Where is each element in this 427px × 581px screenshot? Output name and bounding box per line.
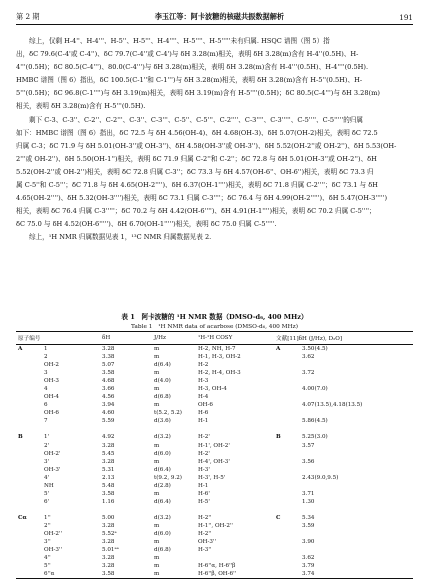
shift-cell: 3.28 (102, 346, 115, 352)
paragraph-line: 综上，¹H NMR 归属数据见表 1，¹³C NMR 归属数据见表 2. (29, 233, 212, 242)
cosy-cell: H-3 (198, 378, 209, 385)
group-cell (16, 570, 42, 579)
ref-group-cell (274, 546, 300, 554)
group-cell (16, 393, 42, 401)
group-cell (16, 425, 42, 433)
ref-value-cell (300, 393, 413, 401)
shift-cell: 3.66 (102, 386, 115, 393)
ref-group-cell (274, 554, 300, 562)
coupling-cell: m (154, 442, 160, 449)
shift-cell: 5.52ᵃ (102, 530, 117, 537)
group-cell: B (18, 434, 23, 441)
group-cell (16, 522, 42, 530)
shift-cell: 3.28 (102, 458, 115, 465)
cosy-cell: H-3' (198, 466, 210, 473)
shift-cell: 3.28 (102, 539, 115, 546)
col-header-coupling: J/Hz (154, 335, 166, 341)
ref-group-cell (274, 353, 300, 361)
ref-group-cell (274, 369, 300, 377)
coupling-cell: d(6.4) (154, 498, 171, 505)
ref-group-cell (274, 498, 300, 506)
table-row (16, 433, 413, 441)
group-cell: A (18, 346, 23, 352)
group-cell (16, 482, 42, 490)
paragraph-line: δC 75.0 与 δH 4.52(OH-6''''')、δH 6.70(OH-1''''')相关，表明 δC 75.0 归属 C-5'''''. (16, 220, 277, 229)
group-cell (16, 546, 42, 554)
paragraph-line: 剩下 C-3、C-3''、C-2''、C-2'''、C-3''、C-3'''、C-5''、C-5'''、C-2''''、C-3''''、C-3'''''、C-5''''、C-5'''''的归属 (29, 115, 363, 124)
cosy-cell: OH-6 (198, 402, 213, 409)
ref-group-cell (274, 401, 300, 409)
paragraph-line: 相关，表明 δC 76.4 归属 C-3'''''；δC 70.2 与 δH 4.42(OH-6'''')、δH 4.91(H-1'''')相关，表明 δC 70.2 归属 C-5''''； (16, 207, 376, 216)
ref-value-cell (300, 377, 413, 385)
cosy-cell: H-3, OH-4 (198, 386, 227, 393)
cosy-cell: H-1', OH-2' (198, 442, 230, 449)
shift-cell: 5.00 (102, 514, 115, 521)
ref-value-cell (300, 450, 413, 458)
atom-cell: 2'' (44, 522, 51, 529)
atom-cell: 2' (44, 442, 50, 449)
article-running-title: 李玉江等：阿卡波糖的核磁共振数据解析 (154, 12, 285, 21)
col-header-atom: 原子编号 (18, 336, 41, 342)
group-cell (16, 562, 42, 570)
ref-value-cell: 4.00(7.0) (302, 386, 328, 393)
cosy-cell: H-6''α, H-6''β (198, 563, 236, 570)
coupling-cell: m (154, 490, 160, 497)
atom-cell: NH (44, 482, 54, 489)
table-header-row (16, 332, 413, 345)
cosy-cell: H-4 (198, 394, 209, 401)
atom-cell: 4' (44, 474, 50, 481)
group-cell (16, 554, 42, 562)
table-caption-cn: 表 1 阿卡波糖的 ¹H NMR 数据（DMSO-d₆, 400 MHz） (121, 313, 308, 321)
atom-cell: 7 (44, 418, 48, 425)
ref-value-cell (300, 409, 413, 417)
ref-group-cell (274, 522, 300, 530)
ref-value-cell: 3.59 (302, 522, 315, 529)
coupling-cell: m (154, 370, 160, 377)
ref-value-cell (300, 482, 413, 490)
ref-value-cell: 3.62 (302, 555, 315, 562)
nmr-data-table (16, 331, 413, 579)
paragraph-line: 5.52(OH-2''或 OH-2'')相关，表明 δC 72.8 归属 C-3''；δC 73.3 与 δH 4.57(OH-6''、OH-6'')相关，表明 δC 73.3 归 (16, 167, 374, 176)
table-row (16, 498, 413, 506)
table-row (16, 353, 413, 361)
shift-cell: 1.16 (102, 498, 115, 505)
cosy-cell: H-2'' (198, 514, 212, 521)
ref-group-cell (274, 393, 300, 401)
ref-value-cell (300, 506, 413, 514)
issue-number: 第 2 期 (16, 12, 40, 21)
coupling-cell: d(3.2) (154, 434, 171, 441)
ref-value-cell: 3.50(4.5) (302, 346, 328, 352)
paragraph-line: 2'''或 OH-2'')、δH 5.50(OH-1'')相关，表明 δC 71.9 归属 C-2''和 C-2''；δC 72.8 与 δH 5.01(OH-3''或 OH-2'')、δH (16, 154, 377, 163)
group-cell (16, 474, 42, 482)
coupling-cell: d(6.0) (154, 450, 171, 457)
paragraph-line: 归属 C-3；δC 71.9 与 δH 5.01(OH-3''或 OH-3'')、δH 4.58(OH-3''或 OH-3'')、δH 5.52(OH-2''或 OH-2'')、δH 5.53(OH- (16, 141, 397, 150)
coupling-cell: d(3.2) (154, 514, 171, 521)
table-row (16, 562, 413, 570)
ref-value-cell: 3.72 (302, 370, 315, 377)
shift-cell: 3.58 (102, 571, 115, 578)
shift-cell: 3.58 (102, 490, 115, 497)
table-row (16, 369, 413, 377)
group-cell (16, 401, 42, 409)
ref-group-cell: C (276, 514, 281, 521)
running-header (16, 10, 413, 22)
ref-value-cell: 1.30 (302, 498, 315, 505)
table-row (16, 377, 413, 385)
atom-cell: 4 (44, 386, 48, 393)
table-row (16, 570, 413, 579)
cosy-cell: H-2, H-4, OH-3 (198, 370, 241, 377)
shift-cell: 4.56 (102, 394, 115, 401)
group-cell (16, 530, 42, 538)
paragraph-line: 4'''(0.5H)；δC 80.5(C-4''')、80.0(C-4''')与 δH 3.28(m)相关，表明 δH 3.28(m)含有 H-4'''(0.5H)、H-4''''(0.5H). (16, 63, 369, 72)
atom-cell: 2 (44, 354, 48, 361)
shift-cell: 2.13 (102, 474, 115, 481)
table-row (16, 506, 413, 514)
atom-cell: 6' (44, 498, 50, 505)
coupling-cell: m (154, 354, 160, 361)
cosy-cell (196, 506, 274, 514)
cosy-cell: H-2 (198, 362, 209, 369)
cosy-cell: H-2' (198, 434, 210, 441)
group-cell (16, 442, 42, 450)
paragraph-line: 5'''(0.5H)；δC 96.8(C-1'''')与 δH 3.19(m)相关，表明 δH 3.19(m)含有 H-5''''(0.5H)；δC 80.5(C-4''')与 δH 3.28(m) (16, 89, 380, 98)
shift-cell: 3.94 (102, 402, 115, 409)
col-header-reference: 文献[11]δH (J/Hz), D₂O] (276, 336, 343, 342)
paragraph-line: HMBC 谱图（图 6）指出，δC 100.5(C-1''和 C-1''')与 δH 3.28(m)相关，表明 δH 3.28(m)含有 H-5''(0.5H)、H- (16, 76, 363, 85)
atom-cell: OH-2'' (44, 530, 62, 537)
table-row (16, 442, 413, 450)
atom-cell: 1'' (44, 514, 51, 521)
body-text (16, 35, 413, 245)
atom-cell: OH-3'' (44, 547, 62, 554)
coupling-cell: m (154, 563, 160, 570)
ref-group-cell (274, 482, 300, 490)
coupling-cell (152, 425, 196, 433)
cosy-cell (196, 425, 274, 433)
coupling-cell: m (154, 555, 160, 562)
shift-cell: 3.28 (102, 563, 115, 570)
group-cell (16, 458, 42, 466)
table-row (16, 417, 413, 425)
paragraph-line: 综上，仅剩 H-4''、H-4'''、H-5''、H-5'''、H-4''''、H-5''''、H-5'''''未有归属. HSQC 谱图（图 5）指 (29, 37, 330, 45)
col-header-cosy: ¹H-¹H COSY (198, 335, 233, 341)
table-row (16, 482, 413, 490)
atom-cell (42, 425, 100, 433)
ref-value-cell (300, 530, 413, 538)
ref-value-cell: 4.07(13.5),4.18(13.5) (302, 402, 363, 409)
coupling-cell: m (154, 522, 160, 529)
atom-cell: 3 (44, 370, 48, 377)
ref-value-cell: 3.74 (302, 571, 315, 578)
shift-cell: 5.59 (102, 418, 115, 425)
coupling-cell: m (154, 571, 160, 578)
atom-cell: 3'' (44, 539, 51, 546)
table-row (16, 393, 413, 401)
paragraph-line: 出，δC 79.6(C-4'或 C-4'')、δC 79.7(C-4''或 C-4')与 δH 3.28(m)相关，表明 δH 3.28(m)含有 H-4''(0.5H)、H- (16, 50, 359, 59)
ref-value-cell: 3.90 (302, 539, 315, 546)
cosy-cell: H-1, H-3, OH-2 (198, 354, 241, 361)
cosy-cell: H-2' (198, 450, 210, 457)
header-rule (16, 24, 413, 25)
shift-cell: 4.68 (102, 378, 115, 385)
cosy-cell: H-6' (198, 490, 210, 497)
ref-group-cell: B (276, 434, 281, 441)
ref-group-cell (274, 361, 300, 369)
shift-cell: 5.45 (102, 450, 115, 457)
cosy-cell: H-1'', OH-2'' (198, 522, 233, 529)
table-row (16, 522, 413, 530)
group-cell (16, 450, 42, 458)
ref-group-cell (274, 442, 300, 450)
ref-value-cell: 3.56 (302, 458, 315, 465)
shift-cell: 3.28 (102, 442, 115, 449)
atom-cell: OH-4 (44, 394, 59, 401)
shift-cell (100, 506, 152, 514)
coupling-cell: d(6.4) (154, 466, 171, 473)
atom-cell: 6''α (44, 571, 55, 578)
table-row (16, 490, 413, 498)
shift-cell: 5.31 (102, 466, 115, 473)
group-cell (16, 409, 42, 417)
coupling-cell: m (154, 458, 160, 465)
ref-group-cell (274, 490, 300, 498)
ref-value-cell: 3.79 (302, 563, 315, 570)
atom-cell: 3' (44, 458, 50, 465)
paragraph-line: 相关，表明 δH 3.28(m)含有 H-5'''(0.5H). (16, 102, 146, 111)
col-header-shift: δH (102, 335, 111, 341)
ref-value-cell (300, 546, 413, 554)
ref-group-cell (274, 506, 300, 514)
atom-cell: OH-3' (44, 466, 61, 473)
atom-cell: 1' (44, 434, 50, 441)
group-cell (16, 417, 42, 425)
ref-group-cell (274, 377, 300, 385)
coupling-cell: d(6.0) (154, 530, 171, 537)
atom-cell: 1 (44, 346, 48, 352)
ref-value-cell: 3.57 (302, 442, 315, 449)
cosy-cell: OH-3'' (198, 539, 216, 546)
cosy-cell: H-3', H-5' (198, 474, 226, 481)
table-row (16, 450, 413, 458)
group-cell (16, 385, 42, 393)
shift-cell: 5.01ᵃᵃ (102, 547, 119, 554)
table-row (16, 401, 413, 409)
coupling-cell: t(5.2, 5.2) (154, 410, 182, 417)
group-cell (16, 353, 42, 361)
table-row (16, 425, 413, 433)
group-cell (16, 466, 42, 474)
ref-value-cell (300, 466, 413, 474)
coupling-cell: m (154, 386, 160, 393)
table-row (16, 530, 413, 538)
ref-group-cell (274, 425, 300, 433)
shift-cell: 3.58 (102, 370, 115, 377)
ref-value-cell: 3.71 (302, 490, 315, 497)
coupling-cell: d(6.4) (154, 362, 171, 369)
atom-cell: 5'' (44, 563, 51, 570)
cosy-cell: H-5' (198, 498, 210, 505)
coupling-cell: t(9.2, 9.2) (154, 474, 182, 481)
ref-value-cell: 3.62 (302, 354, 315, 361)
table-row (16, 538, 413, 546)
coupling-cell (152, 506, 196, 514)
cosy-cell: H-6''β, OH-6'' (198, 571, 237, 578)
table-row (16, 546, 413, 554)
ref-group-cell (274, 562, 300, 570)
cosy-cell: H-2'' (198, 530, 212, 537)
shift-cell: 4.60 (102, 410, 115, 417)
ref-group-cell: A (276, 346, 281, 352)
atom-cell: OH-6 (44, 410, 59, 417)
coupling-cell: m (154, 539, 160, 546)
coupling-cell: m (154, 402, 160, 409)
table-row (16, 474, 413, 482)
group-cell (16, 369, 42, 377)
shift-cell (100, 425, 152, 433)
table-row (16, 458, 413, 466)
ref-value-cell: 5.25(3.0) (302, 434, 328, 441)
paragraph-line: 4.65(OH-2'''')、δH 5.32(OH-3'''')相关，表明 δC 73.1 归属 C-3''''；δC 76.4 与 δH 4.99(OH-2''''')、δH 5.47(OH-3''''') (16, 194, 388, 203)
ref-value-cell (300, 425, 413, 433)
atom-cell (42, 506, 100, 514)
cosy-cell: H-2, NH, H-7 (198, 346, 236, 352)
coupling-cell: m (154, 346, 160, 352)
table-row (16, 554, 413, 562)
group-cell (16, 506, 42, 514)
table-row (16, 345, 413, 354)
atom-cell: OH-2' (44, 450, 61, 457)
ref-value-cell (300, 361, 413, 369)
ref-group-cell (274, 417, 300, 425)
ref-group-cell (274, 570, 300, 579)
group-cell: Cα (18, 514, 27, 521)
ref-group-cell (274, 538, 300, 546)
coupling-cell: d(4.0) (154, 378, 171, 385)
shift-cell: 4.92 (102, 434, 115, 441)
shift-cell: 3.28 (102, 555, 115, 562)
cosy-cell: H-6 (198, 410, 209, 417)
atom-cell: OH-3 (44, 378, 59, 385)
table-row (16, 361, 413, 369)
ref-group-cell (274, 466, 300, 474)
ref-group-cell (274, 474, 300, 482)
ref-group-cell (274, 450, 300, 458)
paragraph-line: 属 C-5''和 C-5'''；δC 71.8 与 δH 4.65(OH-2'''')、δH 6.37(OH-1'''')相关，表明 δC 71.8 归属 C-2''''；δC 73.1 与 δH (16, 181, 378, 190)
ref-group-cell (274, 458, 300, 466)
cosy-cell: H-4', OH-3' (198, 458, 230, 465)
group-cell (16, 538, 42, 546)
cosy-cell: H-1 (198, 482, 209, 489)
ref-value-cell: 2.43(9.0,9.5) (302, 474, 339, 481)
table-row (16, 466, 413, 474)
shift-cell: 5.48 (102, 482, 115, 489)
cosy-cell (196, 554, 274, 562)
coupling-cell: d(6.8) (154, 394, 171, 401)
group-cell (16, 498, 42, 506)
ref-group-cell (274, 385, 300, 393)
coupling-cell: d(2.8) (154, 482, 171, 489)
cosy-cell: H-1 (198, 418, 209, 425)
table-row (16, 514, 413, 522)
group-cell (16, 490, 42, 498)
paragraph-line: 如下：HMBC 谱图（图 6）指出，δC 72.5 与 δH 4.56(OH-4)、δH 4.68(OH-3)、δH 5.07(OH-2)相关，表明 δC 72.5 (16, 128, 378, 137)
shift-cell: 3.38 (102, 354, 115, 361)
atom-cell: 6 (44, 402, 48, 409)
coupling-cell: d(3.6) (154, 418, 171, 425)
shift-cell: 3.28 (102, 522, 115, 529)
atom-cell: 5' (44, 490, 50, 497)
page-number: 191 (399, 13, 413, 22)
cosy-cell: H-3'' (198, 547, 212, 554)
table-caption-en: Table 1 ¹H NMR data of acarbose (DMSO-d₆, 400 MHz) (131, 324, 298, 330)
ref-group-cell (274, 530, 300, 538)
table-row (16, 409, 413, 417)
ref-group-cell (274, 409, 300, 417)
ref-value-cell: 5.86(4.5) (302, 418, 328, 425)
shift-cell: 5.07 (102, 362, 115, 369)
group-cell (16, 377, 42, 385)
atom-cell: OH-2 (44, 362, 59, 369)
atom-cell: 4'' (44, 555, 51, 562)
table-row (16, 385, 413, 393)
ref-value-cell: 5.34 (302, 514, 315, 521)
group-cell (16, 361, 42, 369)
coupling-cell: d(6.8) (154, 547, 171, 554)
